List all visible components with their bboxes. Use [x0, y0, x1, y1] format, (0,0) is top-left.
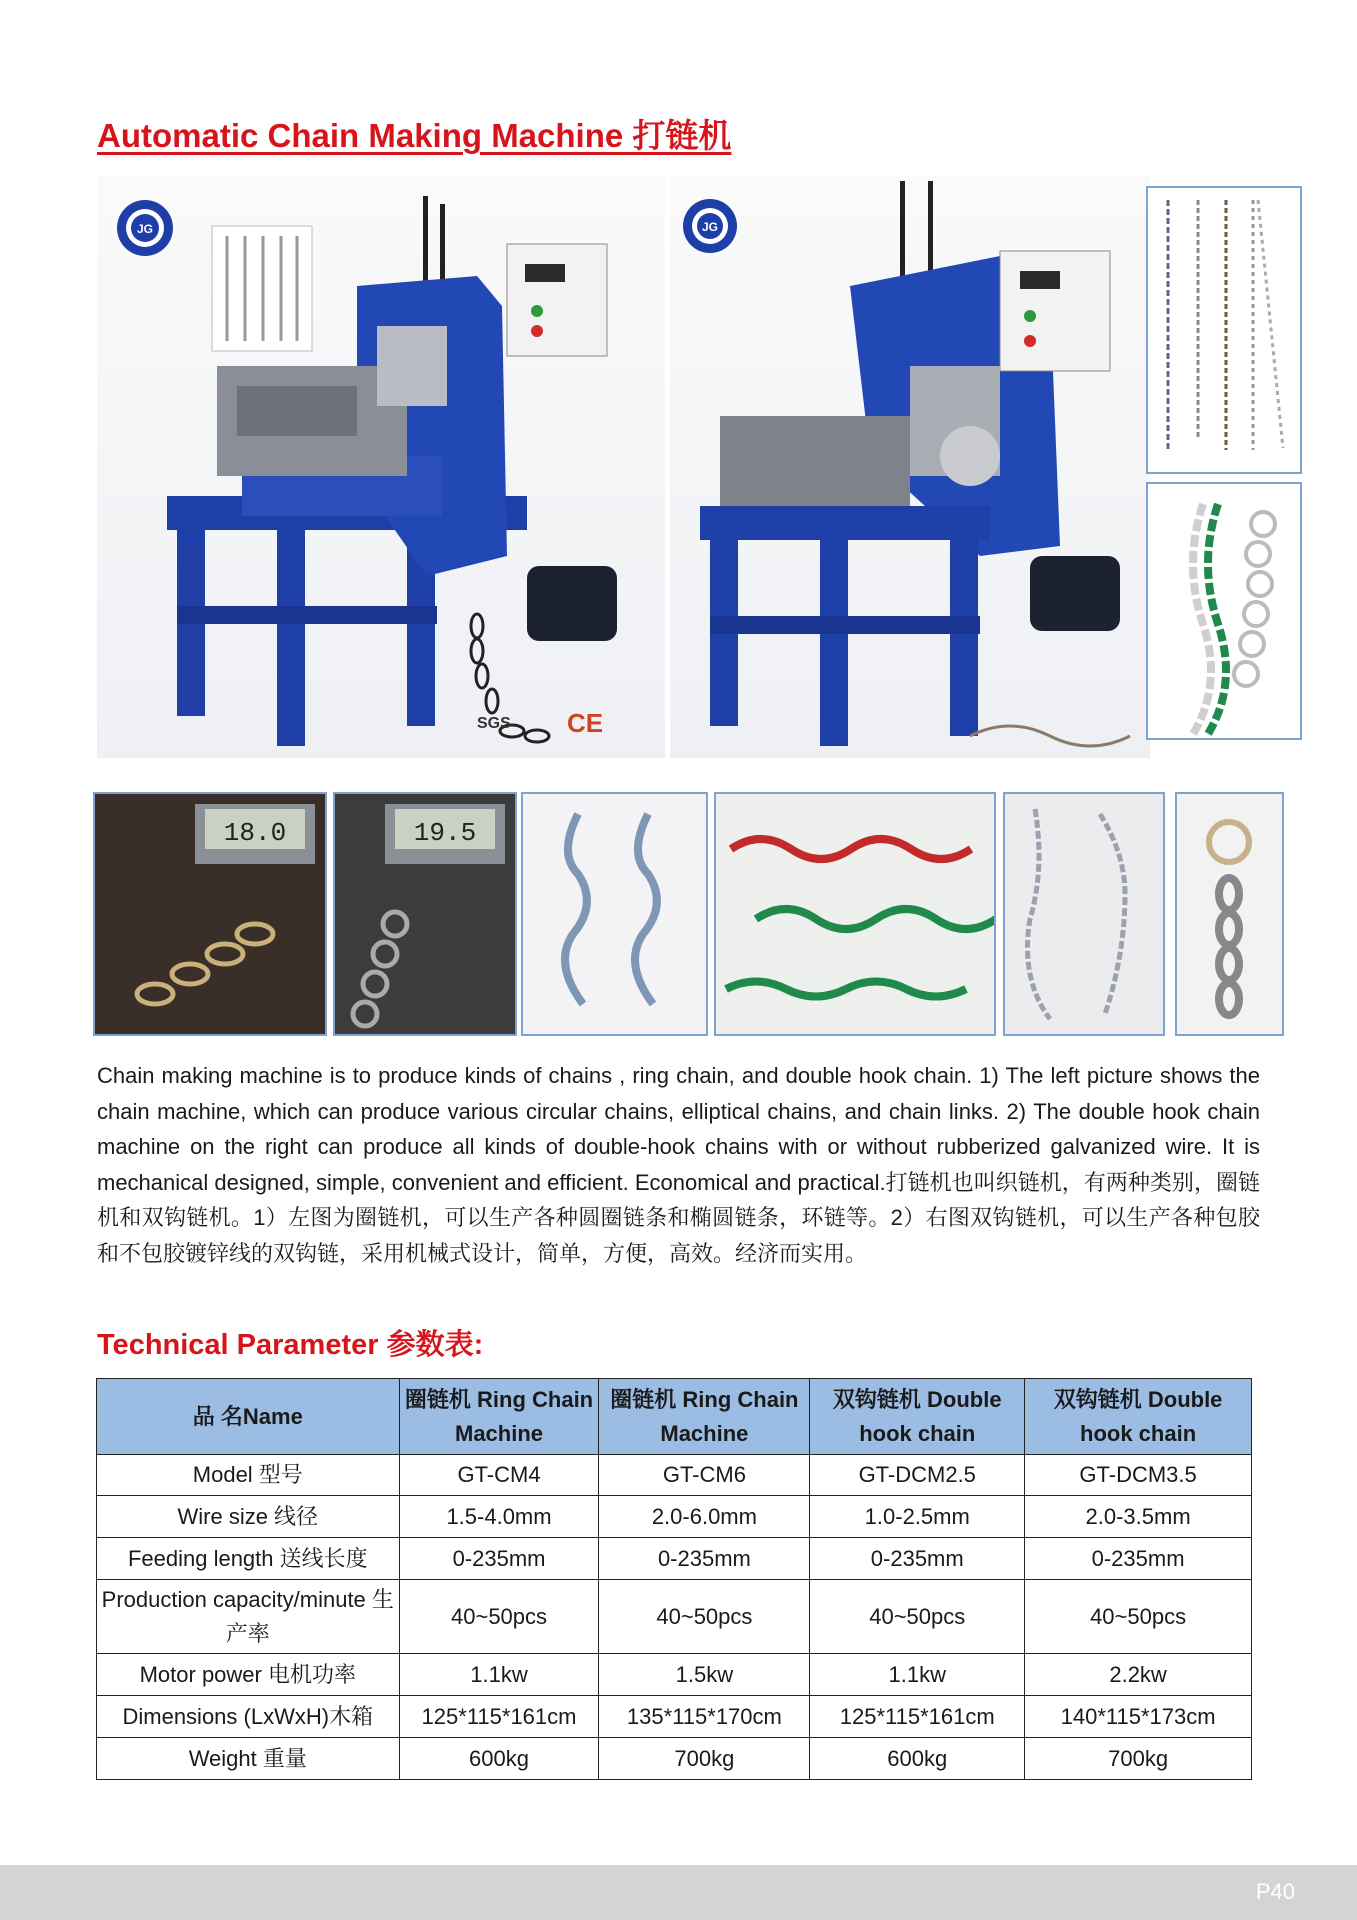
table-cell: 1.5-4.0mm [399, 1496, 599, 1538]
table-cell: GT-CM4 [399, 1455, 599, 1496]
table-row [97, 1738, 1252, 1780]
table-cell: 600kg [399, 1738, 599, 1780]
ce-mark: CE [567, 708, 604, 738]
caliper-reading: 19.5 [413, 818, 477, 848]
table-cell: 2.0-3.5mm [1025, 1496, 1252, 1538]
row-label: Dimensions (LxWxH)木箱 [97, 1696, 400, 1738]
table-cell: 700kg [1025, 1738, 1252, 1780]
galvanized-chain-photo [1003, 792, 1165, 1036]
table-row [97, 1580, 1252, 1654]
table-header-cell: 圈链机 Ring Chain Machine [399, 1379, 599, 1455]
table-cell: 40~50pcs [599, 1580, 810, 1654]
table-cell: 1.1kw [810, 1654, 1025, 1696]
table-cell: 125*115*161cm [399, 1696, 599, 1738]
row-label: Model 型号 [97, 1455, 400, 1496]
table-row [97, 1696, 1252, 1738]
double-hook-chain-closeup-photo [521, 792, 708, 1036]
page-title: Automatic Chain Making Machine 打链机 [97, 117, 732, 154]
table-row [97, 1455, 1252, 1496]
table-cell: 0-235mm [599, 1538, 810, 1580]
svg-text:JG: JG [136, 222, 154, 236]
chain-samples-hanging-photo [1146, 186, 1302, 474]
row-label: Production capacity/minute 生产率 [97, 1580, 400, 1654]
table-cell: 0-235mm [810, 1538, 1025, 1580]
table-cell: 135*115*170cm [599, 1696, 810, 1738]
row-label: Weight 重量 [97, 1738, 400, 1780]
svg-text:JG: JG [701, 220, 719, 234]
page-footer [0, 1865, 1357, 1920]
table-cell: 2.0-6.0mm [599, 1496, 810, 1538]
left-machine-photo [97, 176, 665, 758]
table-cell: 140*115*173cm [1025, 1696, 1252, 1738]
table-cell: 40~50pcs [810, 1580, 1025, 1654]
table-row [97, 1538, 1252, 1580]
table-cell: 40~50pcs [1025, 1580, 1252, 1654]
row-label: Motor power 电机功率 [97, 1654, 400, 1696]
table-header-row [97, 1379, 1252, 1455]
ring-link-chain-photo [1175, 792, 1284, 1036]
table-cell: GT-DCM3.5 [1025, 1455, 1252, 1496]
table-cell: 1.1kw [399, 1654, 599, 1696]
table-cell: GT-CM6 [599, 1455, 810, 1496]
company-logo [683, 199, 737, 253]
caliper-reading: 18.0 [223, 818, 287, 848]
colored-double-hook-chains-photo [714, 792, 996, 1036]
table-header-cell: 品 名Name [97, 1379, 400, 1455]
right-machine-photo [670, 176, 1150, 758]
ring-chain-machine-illustration [97, 176, 665, 758]
table-cell: 0-235mm [1025, 1538, 1252, 1580]
table-header-cell: 圈链机 Ring Chain Machine [599, 1379, 810, 1455]
sgs-mark: SGS [477, 715, 511, 732]
row-label: Feeding length 送线长度 [97, 1538, 400, 1580]
table-row [97, 1496, 1252, 1538]
section-title-technical-parameter: Technical Parameter 参数表: [97, 1329, 484, 1361]
table-cell: 0-235mm [399, 1538, 599, 1580]
table-cell: 600kg [810, 1738, 1025, 1780]
table-header-cell: 双钩链机 Double hook chain [1025, 1379, 1252, 1455]
product-description: Chain making machine is to produce kinds of chains , ring chain, and double hook chain. 1) The left picture shows the chain machine, which can produce various circular chains, elliptical chains, and chain links. 2) The double hook chain machine on the right can produce all kinds of double-hook chains with or without rubberized galvanized wire. It is mechanical designed, simple, convenient and efficient. Economical and practical.打链机也叫织链机，有两种类别，圈链机和双钩链机。1）左图为圈链机，可以生产各种圆圈链条和椭圆链条，环链等。2）右图双钩链机，可以生产各种包胶和不包胶镀锌线的双钩链，采用机械式设计，简单，方便，高效。经济而实用。 [97, 1063, 1260, 1266]
double-hook-chain-machine-illustration [670, 176, 1150, 758]
company-logo [117, 200, 173, 256]
technical-parameter-table [96, 1378, 1252, 1780]
table-cell: 700kg [599, 1738, 810, 1780]
table-cell: 1.0-2.5mm [810, 1496, 1025, 1538]
caliper-photo-double-hook [333, 792, 517, 1036]
table-cell: GT-DCM2.5 [810, 1455, 1025, 1496]
row-label: Wire size 线径 [97, 1496, 400, 1538]
caliper-photo-ring-chain [93, 792, 327, 1036]
table-header-cell: 双钩链机 Double hook chain [810, 1379, 1025, 1455]
page-number: P40 [1255, 1879, 1295, 1904]
table-cell: 125*115*161cm [810, 1696, 1025, 1738]
chain-samples-green-white-photo [1146, 482, 1302, 740]
table-cell: 1.5kw [599, 1654, 810, 1696]
table-cell: 2.2kw [1025, 1654, 1252, 1696]
table-cell: 40~50pcs [399, 1580, 599, 1654]
table-row [97, 1654, 1252, 1696]
